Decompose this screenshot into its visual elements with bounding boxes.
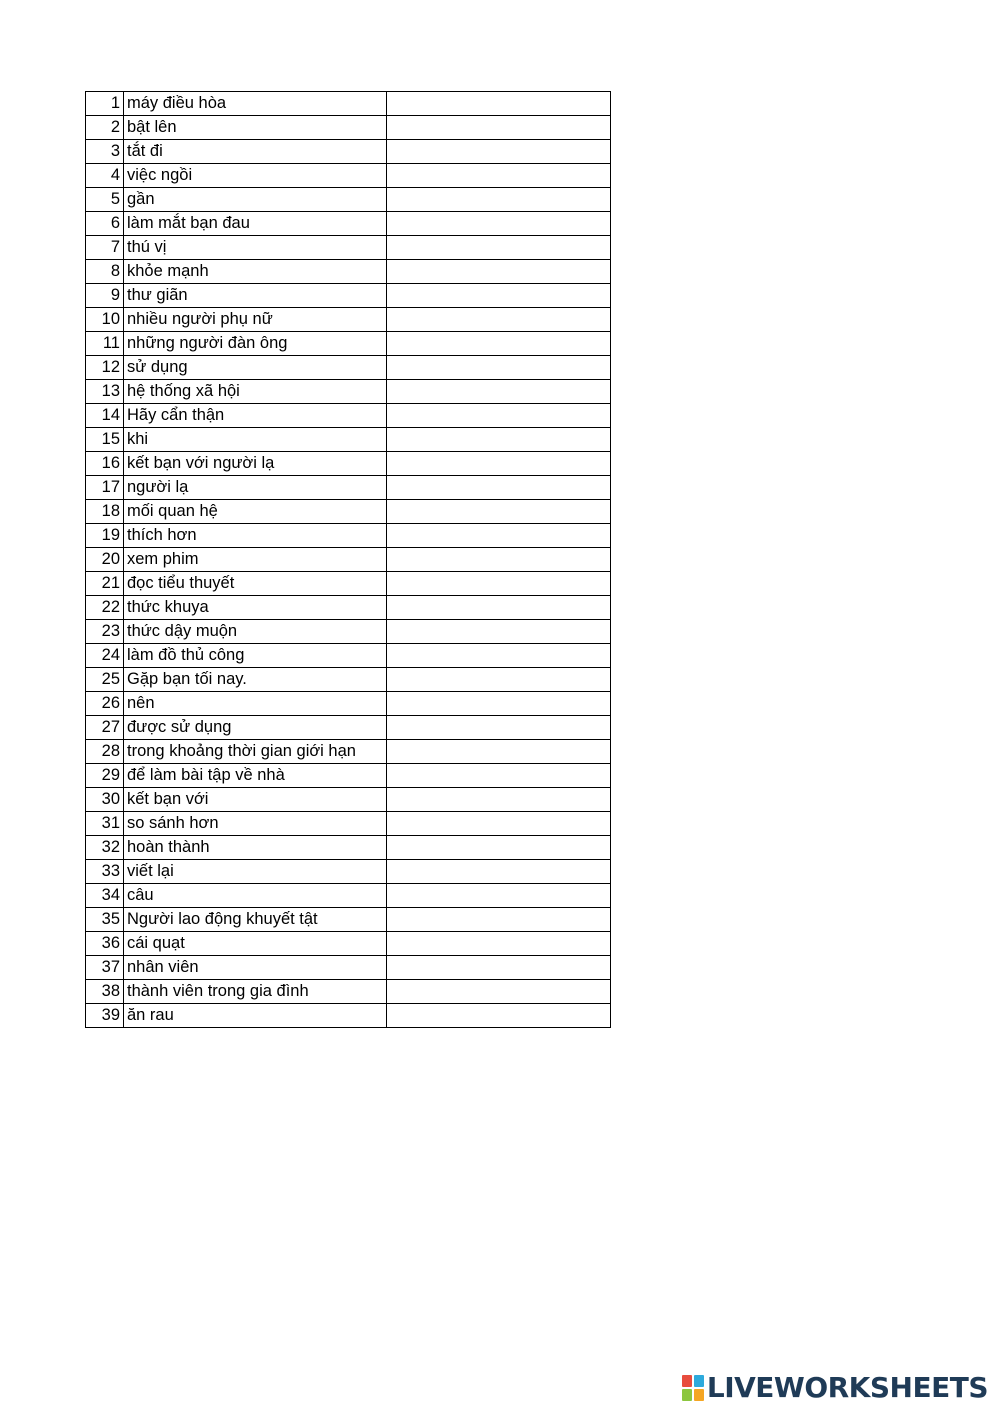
table-row [86, 92, 611, 116]
answer-cell[interactable] [387, 404, 611, 428]
row-number: 26 [86, 692, 124, 716]
row-number: 31 [86, 812, 124, 836]
answer-cell[interactable] [387, 548, 611, 572]
table-row [86, 740, 611, 764]
table-row [86, 404, 611, 428]
answer-cell[interactable] [387, 596, 611, 620]
answer-cell[interactable] [387, 620, 611, 644]
table-row [86, 212, 611, 236]
table-row [86, 980, 611, 1004]
answer-cell[interactable] [387, 956, 611, 980]
answer-cell[interactable] [387, 908, 611, 932]
vietnamese-term: Người lao động khuyết tật [124, 908, 387, 932]
vietnamese-term: tắt đi [124, 140, 387, 164]
answer-cell[interactable] [387, 716, 611, 740]
answer-cell[interactable] [387, 788, 611, 812]
liveworksheets-brand [682, 1371, 988, 1404]
answer-cell[interactable] [387, 356, 611, 380]
vietnamese-term: so sánh hơn [124, 812, 387, 836]
row-number: 25 [86, 668, 124, 692]
row-number: 1 [86, 92, 124, 116]
vietnamese-term: được sử dụng [124, 716, 387, 740]
table-row [86, 380, 611, 404]
answer-cell[interactable] [387, 668, 611, 692]
table-row [86, 524, 611, 548]
logo-square-v [682, 1389, 692, 1401]
vietnamese-term: người lạ [124, 476, 387, 500]
table-row [86, 548, 611, 572]
vietnamese-term: mối quan hệ [124, 500, 387, 524]
vietnamese-term: thú vị [124, 236, 387, 260]
logo-square-l [682, 1375, 692, 1387]
vietnamese-term: Hãy cẩn thận [124, 404, 387, 428]
table-row [86, 884, 611, 908]
vietnamese-term: viết lại [124, 860, 387, 884]
row-number: 30 [86, 788, 124, 812]
answer-cell[interactable] [387, 836, 611, 860]
answer-cell[interactable] [387, 236, 611, 260]
vietnamese-term: thành viên trong gia đình [124, 980, 387, 1004]
vietnamese-term: sử dụng [124, 356, 387, 380]
vietnamese-term: nhiều người phụ nữ [124, 308, 387, 332]
row-number: 39 [86, 1004, 124, 1028]
vietnamese-term: khỏe mạnh [124, 260, 387, 284]
row-number: 8 [86, 260, 124, 284]
table-row [86, 908, 611, 932]
row-number: 32 [86, 836, 124, 860]
table-row [86, 572, 611, 596]
table-row [86, 260, 611, 284]
vietnamese-term: nên [124, 692, 387, 716]
vietnamese-term: khi [124, 428, 387, 452]
table-row [86, 164, 611, 188]
table-row [86, 812, 611, 836]
table-row [86, 284, 611, 308]
answer-cell[interactable] [387, 212, 611, 236]
row-number: 20 [86, 548, 124, 572]
table-row [86, 500, 611, 524]
vietnamese-term: câu [124, 884, 387, 908]
row-number: 19 [86, 524, 124, 548]
vocabulary-table-body [86, 92, 611, 1028]
row-number: 11 [86, 332, 124, 356]
logo-square-e [694, 1389, 704, 1401]
vietnamese-term: ăn rau [124, 1004, 387, 1028]
vietnamese-term: trong khoảng thời gian giới hạn [124, 740, 387, 764]
row-number: 10 [86, 308, 124, 332]
answer-cell[interactable] [387, 644, 611, 668]
vietnamese-term: hoàn thành [124, 836, 387, 860]
table-row [86, 764, 611, 788]
table-row [86, 1004, 611, 1028]
answer-cell[interactable] [387, 260, 611, 284]
row-number: 17 [86, 476, 124, 500]
row-number: 38 [86, 980, 124, 1004]
row-number: 28 [86, 740, 124, 764]
vietnamese-term: để làm bài tập về nhà [124, 764, 387, 788]
answer-cell[interactable] [387, 332, 611, 356]
row-number: 6 [86, 212, 124, 236]
vietnamese-term: thư giãn [124, 284, 387, 308]
vietnamese-term: kết bạn với người lạ [124, 452, 387, 476]
vietnamese-term: thức khuya [124, 596, 387, 620]
answer-cell[interactable] [387, 500, 611, 524]
vietnamese-term: những người đàn ông [124, 332, 387, 356]
table-row [86, 476, 611, 500]
answer-cell[interactable] [387, 572, 611, 596]
vietnamese-term: máy điều hòa [124, 92, 387, 116]
row-number: 29 [86, 764, 124, 788]
row-number: 35 [86, 908, 124, 932]
answer-cell[interactable] [387, 188, 611, 212]
answer-cell[interactable] [387, 1004, 611, 1028]
vietnamese-term: việc ngồi [124, 164, 387, 188]
row-number: 12 [86, 356, 124, 380]
answer-cell[interactable] [387, 308, 611, 332]
table-row [86, 356, 611, 380]
row-number: 18 [86, 500, 124, 524]
row-number: 34 [86, 884, 124, 908]
answer-cell[interactable] [387, 980, 611, 1004]
table-row [86, 788, 611, 812]
table-row [86, 932, 611, 956]
table-row [86, 236, 611, 260]
vietnamese-term: nhân viên [124, 956, 387, 980]
row-number: 16 [86, 452, 124, 476]
answer-cell[interactable] [387, 476, 611, 500]
row-number: 23 [86, 620, 124, 644]
answer-cell[interactable] [387, 740, 611, 764]
row-number: 3 [86, 140, 124, 164]
answer-cell[interactable] [387, 380, 611, 404]
row-number: 5 [86, 188, 124, 212]
answer-cell[interactable] [387, 524, 611, 548]
row-number: 27 [86, 716, 124, 740]
answer-cell[interactable] [387, 428, 611, 452]
answer-cell[interactable] [387, 932, 611, 956]
table-row [86, 620, 611, 644]
vietnamese-term: hệ thống xã hội [124, 380, 387, 404]
answer-cell[interactable] [387, 284, 611, 308]
answer-cell[interactable] [387, 116, 611, 140]
row-number: 22 [86, 596, 124, 620]
vietnamese-term: cái quạt [124, 932, 387, 956]
table-row [86, 116, 611, 140]
vietnamese-term: làm đồ thủ công [124, 644, 387, 668]
vietnamese-term: làm mắt bạn đau [124, 212, 387, 236]
vietnamese-term: xem phim [124, 548, 387, 572]
vietnamese-term: gần [124, 188, 387, 212]
table-row [86, 428, 611, 452]
vietnamese-term: Gặp bạn tối nay. [124, 668, 387, 692]
table-row [86, 644, 611, 668]
vietnamese-term: đọc tiểu thuyết [124, 572, 387, 596]
table-row [86, 596, 611, 620]
row-number: 2 [86, 116, 124, 140]
vocabulary-table [85, 91, 611, 1028]
answer-cell[interactable] [387, 812, 611, 836]
row-number: 14 [86, 404, 124, 428]
table-row [86, 860, 611, 884]
table-row [86, 140, 611, 164]
row-number: 24 [86, 644, 124, 668]
answer-cell[interactable] [387, 884, 611, 908]
answer-cell[interactable] [387, 764, 611, 788]
table-row [86, 716, 611, 740]
answer-cell[interactable] [387, 164, 611, 188]
answer-cell[interactable] [387, 860, 611, 884]
row-number: 21 [86, 572, 124, 596]
row-number: 36 [86, 932, 124, 956]
brand-wordmark: LIVEWORKSHEETS [706, 1371, 988, 1404]
answer-cell[interactable] [387, 140, 611, 164]
answer-cell[interactable] [387, 452, 611, 476]
table-row [86, 308, 611, 332]
row-number: 15 [86, 428, 124, 452]
table-row [86, 668, 611, 692]
table-row [86, 332, 611, 356]
answer-cell[interactable] [387, 692, 611, 716]
logo-square-i [694, 1375, 704, 1387]
row-number: 37 [86, 956, 124, 980]
table-row [86, 692, 611, 716]
answer-cell[interactable] [387, 92, 611, 116]
row-number: 33 [86, 860, 124, 884]
vietnamese-term: bật lên [124, 116, 387, 140]
vietnamese-term: thức dậy muộn [124, 620, 387, 644]
liveworksheets-logo-icon [682, 1375, 704, 1401]
table-row [86, 452, 611, 476]
row-number: 13 [86, 380, 124, 404]
vietnamese-term: thích hơn [124, 524, 387, 548]
vietnamese-term: kết bạn với [124, 788, 387, 812]
row-number: 4 [86, 164, 124, 188]
table-row [86, 188, 611, 212]
row-number: 7 [86, 236, 124, 260]
row-number: 9 [86, 284, 124, 308]
table-row [86, 956, 611, 980]
table-row [86, 836, 611, 860]
